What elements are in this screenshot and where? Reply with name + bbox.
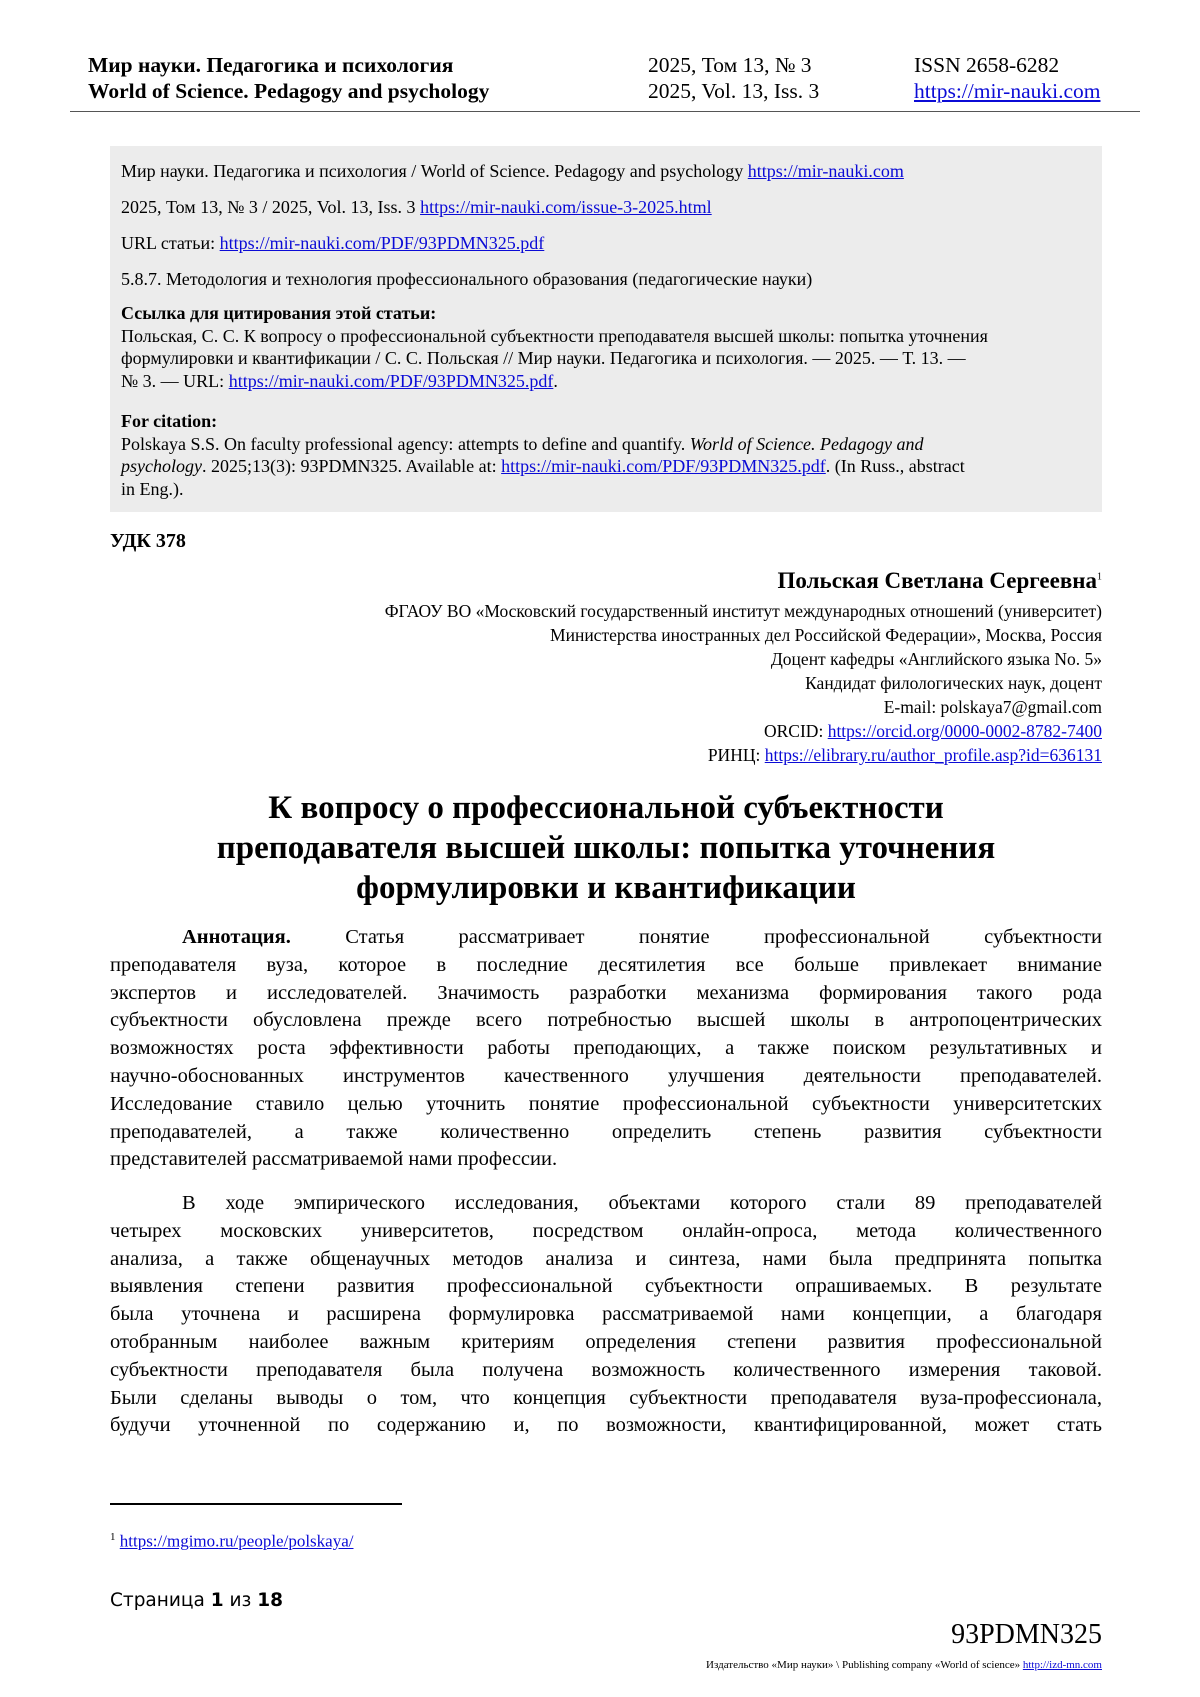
page-number [110,1590,283,1611]
author-orcid [202,720,1102,744]
info-journal-link[interactable]: https://mir-nauki.com [747,161,904,181]
article-code: 93PDMN325 [951,1619,1102,1650]
footnote-divider [110,1503,402,1505]
abstract-line: научно-обоснованных инструментов качественного улучшения деятельности преподавателей. [110,1064,1102,1087]
citation-en-line [121,455,1096,478]
journal-title-ru: Мир науки. Педагогика и психология [88,53,454,77]
title-line: формулировки и квантификации [356,870,856,906]
author-affiliation: Министерства иностранных дел Российской Федерации», Москва, Россия [550,625,1102,645]
article-info-box [110,146,1102,512]
page-current: 1 [210,1590,224,1611]
orcid-link[interactable]: https://orcid.org/0000-0002-8782-7400 [827,721,1102,741]
abstract-line [110,924,1102,952]
author-position: Доцент кафедры «Английского языка No. 5» [770,649,1102,669]
publisher-link[interactable]: http://izd-mn.com [1022,1659,1102,1671]
journal-site-link[interactable]: https://mir-nauki.com [914,79,1101,103]
abstract-line: возможностях роста эффективности работы преподающих, а также поиском результативных и [110,1037,1102,1060]
citation-ru-line: Польская, С. С. К вопросу о профессиональной субъектности преподавателя высшей школы: попытка уточнения [121,325,988,346]
abstract-line: преподавателя вуза, которое в последние десятилетия все больше привлекает внимание [110,953,1102,976]
citation-ru-text: № 3. — URL: [121,370,229,391]
abstract-label: Аннотация. [182,926,291,948]
rinc-label: РИНЦ: [707,745,765,765]
orcid-label: ORCID: [764,721,828,741]
header-divider [70,111,1140,112]
citation-ru-line: формулировки и квантификации / С. С. Польская // Мир науки. Педагогика и психология. — 2025. — Т. 13. — [121,348,966,368]
citation-en-line [121,433,1096,456]
author-name-text: Польская Светлана Сергеевна [777,568,1097,593]
author-degree: Кандидат филологических наук, доцент [805,673,1102,693]
info-url-label: URL статьи: [121,233,220,253]
abstract-line: преподавателей, а также количественно определить степень развития субъектности [110,1120,1102,1143]
publisher-line [706,1659,1102,1671]
abstract-line: четырех московских университетов, посредством онлайн-опроса, метода количественного [110,1219,1102,1242]
info-article-link[interactable]: https://mir-nauki.com/PDF/93PDMN325.pdf [219,233,545,253]
citation-en-journal: psychology [121,456,202,476]
footnote-mark: 1 [110,1531,116,1543]
citation-ru-heading: Ссылка для цитирования этой статьи: [121,303,437,323]
abstract-paragraph-1 [110,924,1102,1174]
abstract-line: представителей рассматриваемой нами профессии. [110,1148,558,1171]
issn: ISSN 2658-6282 [914,53,1060,77]
citation-ru-line [121,370,1096,393]
info-issue-text: 2025, Том 13, № 3 / 2025, Vol. 13, Iss. 3 [121,197,421,217]
citation-ru-link[interactable]: https://mir-nauki.com/PDF/93PDMN325.pdf [228,370,554,391]
article-title [110,788,1102,908]
abstract-line: отобранным наиболее важным критериям определения степени развития профессиональной [110,1330,1102,1353]
author-email: E-mail: polskaya7@gmail.com [883,697,1102,717]
page-total: 18 [257,1590,283,1611]
citation-en-line: in Eng.). [121,478,184,499]
citation-en-link[interactable]: https://mir-nauki.com/PDF/93PDMN325.pdf [501,456,826,476]
issue-en: 2025, Vol. 13, Iss. 3 [648,79,820,103]
info-journal-line [121,160,904,182]
abstract-text: Статья рассматривает понятие профессиональной субъектности [290,926,1102,948]
abstract-line: анализа, а также общенаучных методов анализа и синтеза, нами была предпринята попытка [110,1247,1102,1270]
info-issue-line [121,196,712,218]
citation-en-journal: World of Science. Pedagogy and [689,433,924,454]
journal-title-en: World of Science. Pedagogy and psychology [88,79,490,103]
abstract-line: Исследование ставило целью уточнить понятие профессиональной субъектности университетских [110,1092,1102,1115]
citation-en-text: Polskaya S.S. On faculty professional agency: attempts to define and quantify. [121,433,690,454]
abstract-line: В ходе эмпирического исследования, объектами которого стали 89 преподавателей [182,1192,1102,1214]
abstract-line: субъектности преподавателя была получена возможность количественного измерения таковой. [110,1358,1102,1381]
info-journal-text: Мир науки. Педагогика и психология / World of Science. Pedagogy and psychology [121,161,748,181]
info-specialty: 5.8.7. Методология и технология профессионального образования (педагогические науки) [121,269,813,289]
title-line: преподавателя высшей школы: попытка уточнения [216,830,996,866]
info-url-line [121,232,544,254]
rinc-link[interactable]: https://elibrary.ru/author_profile.asp?id=636131 [764,745,1102,765]
author-rinc [202,744,1102,768]
page-middle: из [223,1590,258,1611]
author-name [778,568,1102,594]
citation-ru-end: . [553,370,558,391]
abstract-line: будучи уточненной по содержанию и, по возможности, квантифицированной, может стать [110,1414,1102,1437]
author-footnote-mark: 1 [1097,571,1102,583]
abstract-paragraph-2 [110,1190,1102,1440]
publisher-text: Издательство «Мир науки» \ Publishing company «World of science» [706,1659,1023,1671]
abstract-line: экспертов и исследователей. Значимость разработки механизма формирования такого рода [110,981,1102,1004]
udk-code: УДК 378 [110,530,186,552]
author-affiliation: ФГАОУ ВО «Московский государственный институт международных отношений (университет) [384,601,1102,621]
page-prefix: Страница [110,1590,211,1611]
abstract-line: Были сделаны выводы о том, что концепция субъектности преподавателя вуза-профессионала, [110,1386,1102,1409]
abstract-line: субъектности обусловлена прежде всего потребностью высшей школы в антропоцентрических [110,1009,1102,1032]
citation-ru [121,302,1096,392]
citation-en-text: . 2025;13(3): 93PDMN325. Available at: [201,456,502,476]
issue-ru: 2025, Том 13, № 3 [648,53,812,77]
footnote [110,1531,353,1552]
info-issue-link[interactable]: https://mir-nauki.com/issue-3-2025.html [420,197,712,217]
footnote-link[interactable]: https://mgimo.ru/people/polskaya/ [119,1531,354,1551]
abstract-line: была уточнена и расширена формулировка рассматриваемой нами концепции, а благодаря [110,1303,1102,1326]
title-line: К вопросу о профессиональной субъектности [268,790,944,826]
citation-en-text: . (In Russ., abstract [825,456,965,476]
abstract-line: выявления степени развития профессиональной субъектности опрашиваемых. В результате [110,1275,1102,1298]
citation-en-heading: For citation: [121,411,218,431]
citation-en [121,410,1096,500]
